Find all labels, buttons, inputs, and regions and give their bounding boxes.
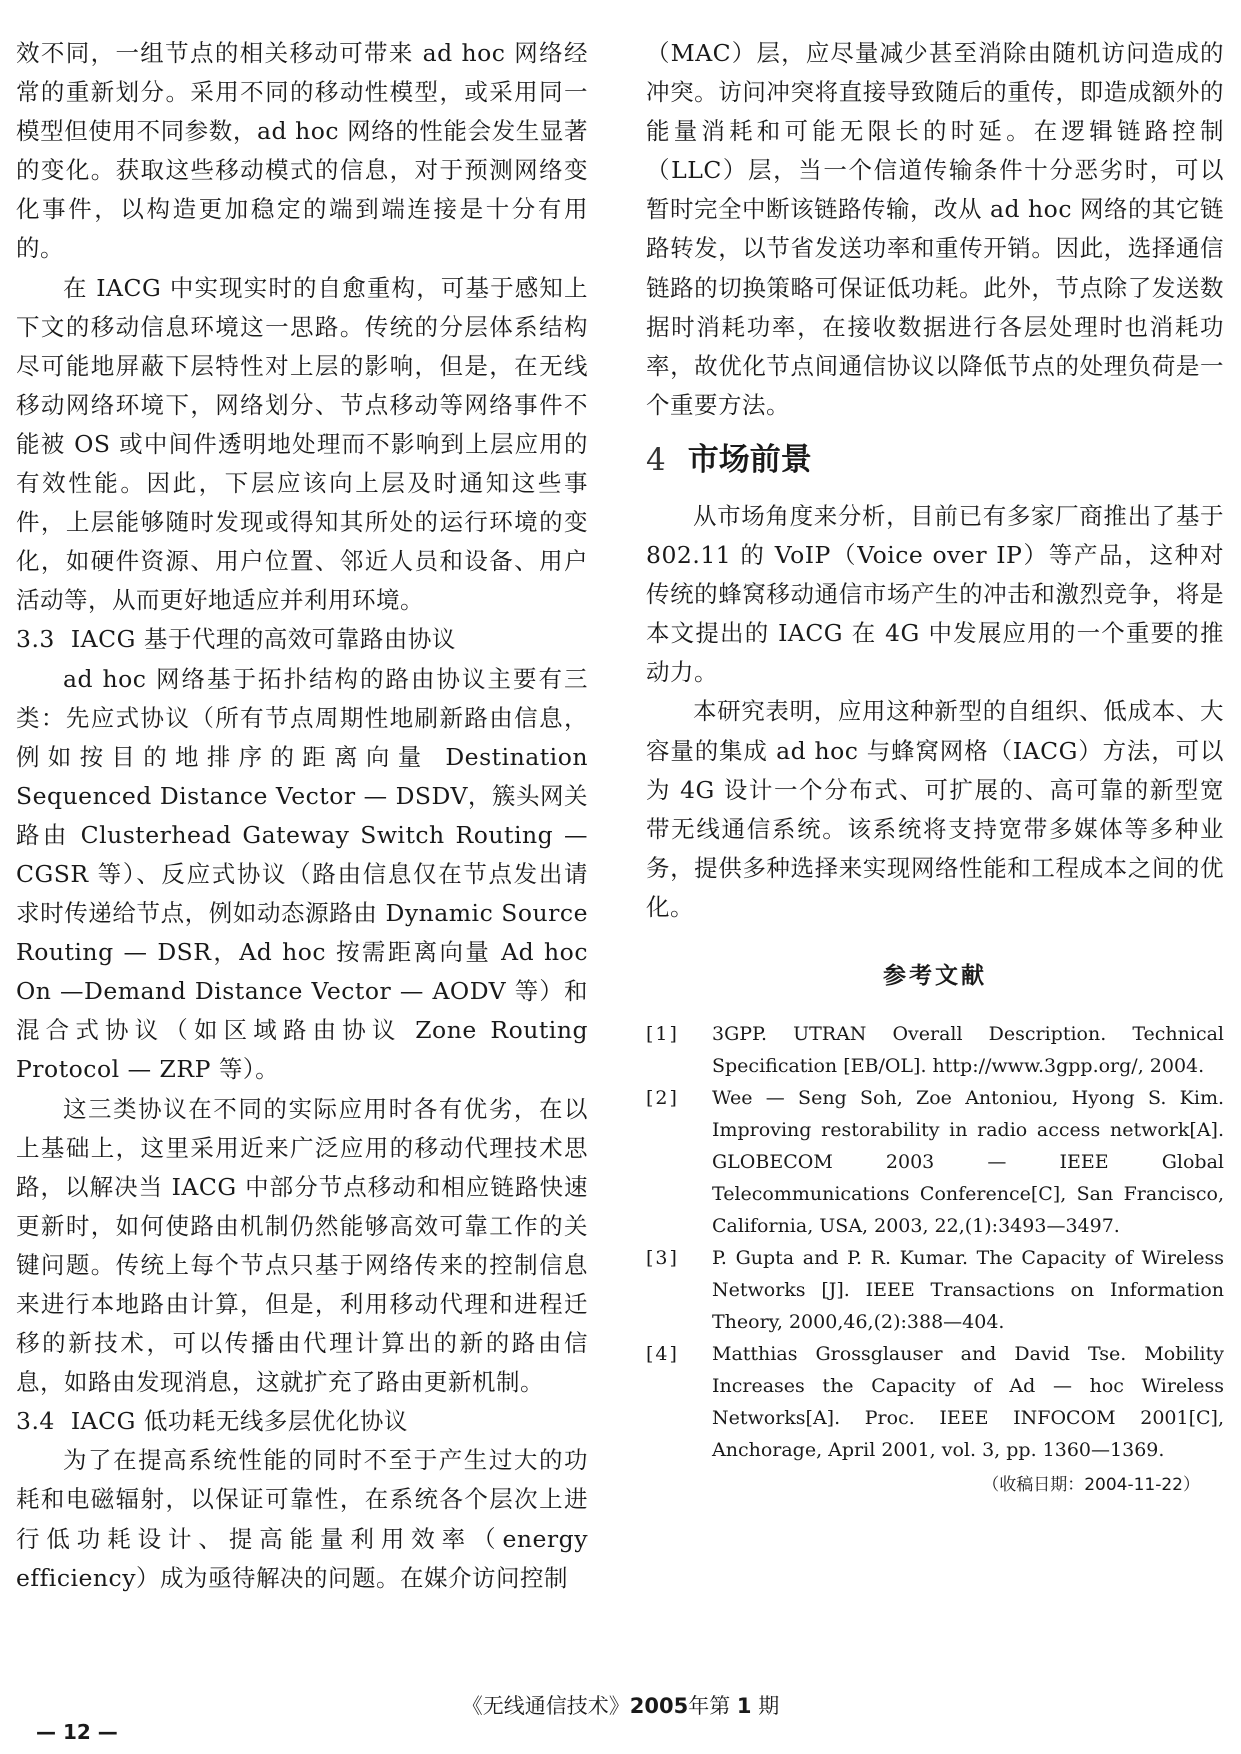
reference-number: [2]: [646, 1086, 679, 1109]
subsection-heading-3-3: [16, 620, 588, 659]
journal-name: 《无线通信技术》: [461, 1694, 630, 1718]
section-heading-4: [646, 435, 1224, 485]
subsection-number: 3.4: [16, 1407, 55, 1436]
reference-text: 3GPP. UTRAN Overall Description. Technical Specification [EB/OL]. http://www.3gpp.org/, 2004.: [712, 1022, 1224, 1077]
reference-item: [646, 1242, 1224, 1338]
reference-text: P. Gupta and P. R. Kumar. The Capacity of Wireless Networks [J]. IEEE Transactions on Information Theory, 2000,46,(2):388—404.: [712, 1246, 1224, 1333]
received-date: （收稿日期：2004-11-22）: [982, 1474, 1200, 1495]
body-paragraph: ad hoc 网络基于拓扑结构的路由协议主要有三类：先应式协议（所有节点周期性地刷新路由信息，例如按目的地排序的距离向量 Destination Sequenced Distance Vector — DSDV，簇头网关路由 Clusterhead Gateway Switch Routing — CGSR 等）、反应式协议（路由信息仅在节点发出请求时传递给节点，例如动态源路由 Dynamic Source Routing — DSR，Ad hoc 按需距离向量 Ad hoc On —Demand Distance Vector — AODV 等）和混合式协议（如区域路由协议 Zone Routing Protocol — ZRP 等）。: [16, 664, 588, 1084]
reference-item: [646, 1082, 1224, 1242]
reference-text: Wee — Seng Soh, Zoe Antoniou, Hyong S. Kim. Improving restorability in radio access network[A]. GLOBECOM 2003 — IEEE Global Telecommunications Conference[C], San Francisco, California, USA, 2003, 22,(1):3493—3497.: [712, 1086, 1224, 1237]
reference-list: [646, 1018, 1224, 1466]
issue-text: 年第: [688, 1694, 731, 1718]
subsection-number: 3.3: [16, 625, 55, 654]
body-paragraph: 从市场角度来分析，目前已有多家厂商推出了基于 802.11 的 VoIP（Voice over IP）等产品，这种对传统的蜂窝移动通信市场产生的冲击和激烈竞争，将是本文提出的 IACG 在 4G 中发展应用的一个重要的推动力。: [646, 501, 1224, 687]
references-heading: 参考文献: [883, 962, 987, 989]
subsection-heading-3-4: [16, 1402, 588, 1441]
right-column: [646, 34, 1224, 1495]
body-paragraph: 这三类协议在不同的实际应用时各有优劣，在以上基础上，这里采用近来广泛应用的移动代理技术思路，以解决当 IACG 中部分节点移动和相应链路快速更新时，如何使路由机制仍然能够高效可靠工作的关键问题。传统上每个节点只基于网络传来的控制信息来进行本地路由计算，但是，利用移动代理和进程迁移的新技术，可以传播由代理计算出的新的路由信息，如路由发现消息，这就扩充了路由更新机制。: [16, 1094, 588, 1397]
reference-item: [646, 1018, 1224, 1082]
reference-number: [4]: [646, 1342, 679, 1365]
left-column: [16, 34, 588, 1598]
reference-item: [646, 1338, 1224, 1466]
body-paragraph: （MAC）层，应尽量减少甚至消除由随机访问造成的冲突。访问冲突将直接导致随后的重传，即造成额外的能量消耗和可能无限长的时延。在逻辑链路控制（LLC）层，当一个信道传输条件十分恶劣时，可以暂时完全中断该链路传输，改从 ad hoc 网络的其它链路转发，以节省发送功率和重传开销。因此，选择通信链路的切换策略可保证低功耗。此外，节点除了发送数据时消耗功率，在接收数据进行各层处理时也消耗功率，故优化节点间通信协议以降低节点的处理负荷是一个重要方法。: [646, 39, 1224, 419]
body-paragraph: 为了在提高系统性能的同时不至于产生过大的功耗和电磁辐射，以保证可靠性，在系统各个层次上进行低功耗设计、提高能量利用效率（energy efficiency）成为亟待解决的问题。在媒介访问控制: [16, 1446, 588, 1592]
body-paragraph: 效不同，一组节点的相关移动可带来 ad hoc 网络经常的重新划分。采用不同的移动性模型，或采用同一模型但使用不同参数，ad hoc 网络的性能会发生显著的变化。获取这些移动模式的信息，对于预测网络变化事件，以构造更加稳定的端到端连接是十分有用的。: [16, 39, 588, 263]
body-paragraph: 本研究表明，应用这种新型的自组织、低成本、大容量的集成 ad hoc 与蜂窝网格（IACG）方法，可以为 4G 设计一个分布式、可扩展的、高可靠的新型宽带无线通信系统。该系统将支持宽带多媒体等多种业务，提供多种选择来实现网络性能和工程成本之间的优化。: [646, 697, 1224, 921]
page-number: — 12 —: [36, 1720, 118, 1744]
journal-footer: [0, 1690, 1241, 1720]
subsection-title: IACG 基于代理的高效可靠路由协议: [70, 625, 456, 654]
reference-number: [3]: [646, 1246, 679, 1269]
subsection-title: IACG 低功耗无线多层优化协议: [70, 1407, 408, 1436]
body-paragraph: 在 IACG 中实现实时的自愈重构，可基于感知上下文的移动信息环境这一思路。传统的分层体系结构尽可能地屏蔽下层特性对上层的影响，但是，在无线移动网络环境下，网络划分、节点移动等网络事件不能被 OS 或中间件透明地处理而不影响到上层应用的有效性能。因此，下层应该向上层及时通知这些事件，上层能够随时发现或得知其所处的运行环境的变化，如硬件资源、用户位置、邻近人员和设备、用户活动等，从而更好地适应并利用环境。: [16, 273, 588, 615]
section-number: 4: [646, 441, 666, 478]
issue-year: 2005: [629, 1694, 689, 1718]
reference-number: [1]: [646, 1022, 679, 1045]
issue-suffix: 期: [758, 1694, 780, 1718]
issue-number: 1: [736, 1694, 752, 1718]
reference-text: Matthias Grossglauser and David Tse. Mobility Increases the Capacity of Ad — hoc Wireless Networks[A]. Proc. IEEE INFOCOM 2001[C], Anchorage, April 2001, vol. 3, pp. 1360—1369.: [712, 1342, 1224, 1461]
section-title: 市场前景: [687, 441, 812, 478]
